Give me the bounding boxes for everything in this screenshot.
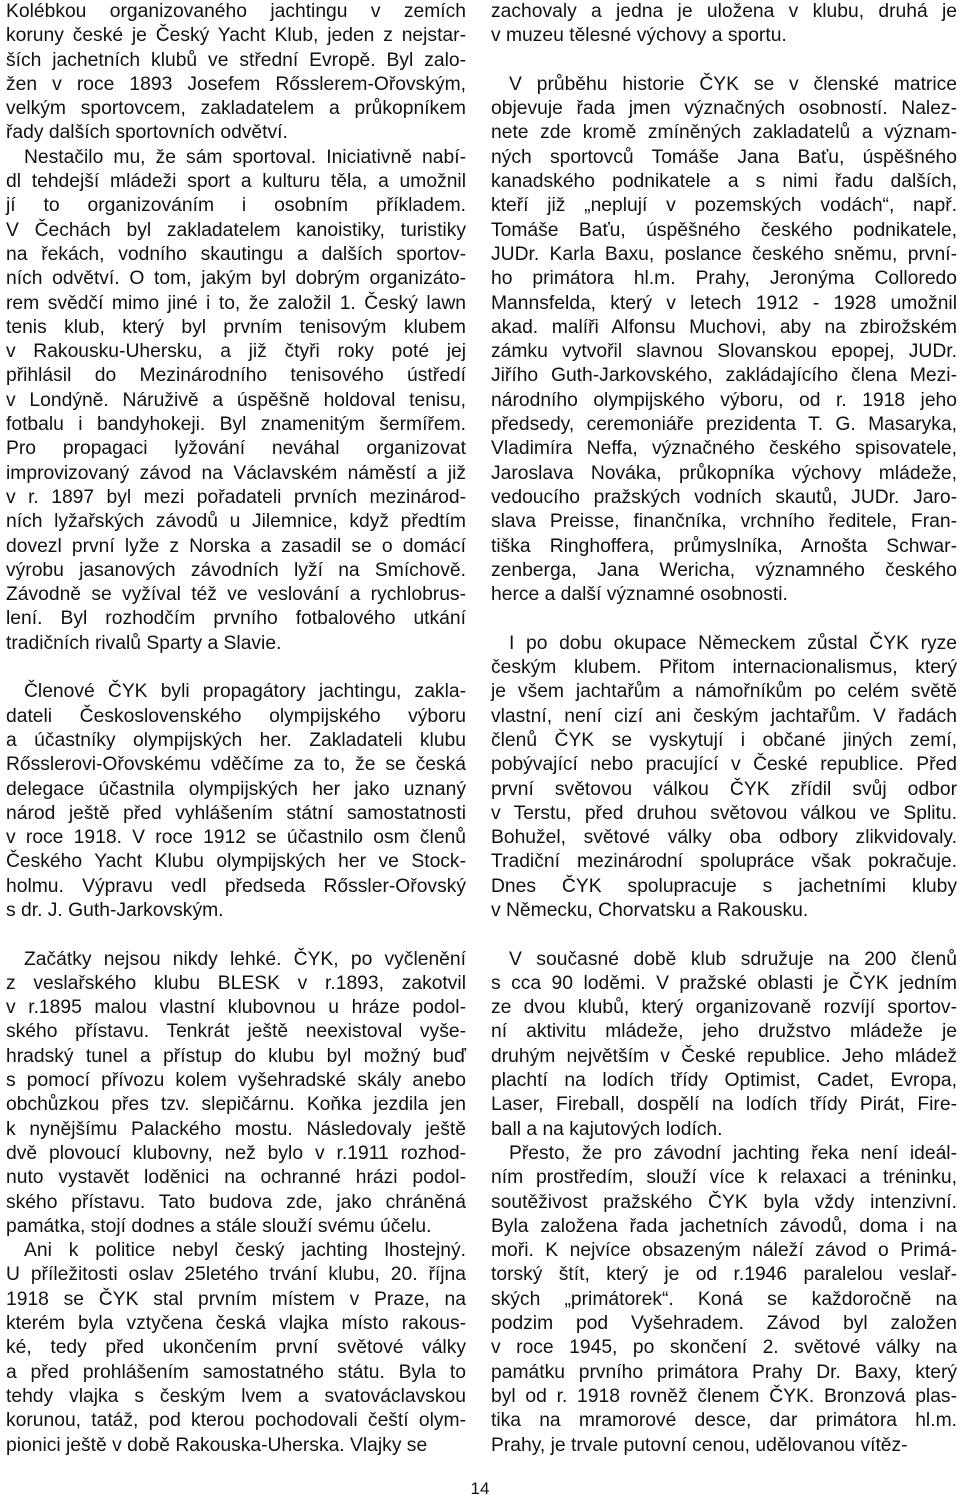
text-line: ké, tedy před ukončením první světové války — [6, 1337, 466, 1359]
text-line: torský štít, který je od r.1946 paralelou veslař- — [491, 1264, 957, 1286]
text-line: Začátky nejsou nikdy lehké. ČYK, po vyčlenění — [24, 948, 466, 970]
text-line: výrobu jasanových závodních lyží na Smíchově. — [6, 559, 466, 581]
text-line: Byla založena řada jachetních závodů, doma i na — [491, 1215, 957, 1237]
text-line: k nynějšímu Palackého mostu. Následovaly ještě — [6, 1118, 466, 1140]
paragraph — [6, 146, 466, 656]
text-line: národního olympijského výboru, od r. 1918 jeho — [491, 389, 957, 411]
text-line: Nestačilo mu, že sám sportoval. Iniciativně nabí- — [24, 146, 466, 168]
text-line: a před prohlášením samostatného státu. Byla to — [6, 1361, 466, 1383]
text-line: byl od r. 1918 rovněž členem ČYK. Bronzová plas- — [491, 1385, 957, 1407]
text-line: v Rakousku-Uhersku, a již čtyři roky poté jej — [6, 341, 466, 363]
text-line: Kolébkou organizovaného jachtingu v zemích — [6, 1, 466, 22]
text-line: na řekách, vodního skautingu a dalších sportov- — [6, 243, 466, 265]
text-line: v muzeu tělesné výchovy a sportu. — [491, 25, 787, 47]
text-line: v Německu, Chorvatsku a Rakousku. — [491, 899, 809, 921]
text-line: fotbalu i bandyhokeji. Byl znamenitým šermířem. — [6, 414, 466, 436]
paragraph — [6, 680, 466, 923]
text-line: s dr. J. Guth-Jarkovským. — [6, 899, 224, 921]
text-line: ho primátora hl.m. Prahy, Jeronýma Colloredo — [491, 268, 957, 290]
text-line: kterém byla vztyčena česká vlajka místo rakous- — [6, 1313, 466, 1335]
text-line: ze dvou klubů, který organizovaně rozvíjí sportov- — [491, 997, 957, 1019]
text-line: zámku vytvořil slavnou Slovanskou epopej, JUDr. — [491, 341, 957, 363]
paragraph — [491, 948, 957, 1142]
text-line: hradský tunel a přístup do klubu byl možný buď — [6, 1045, 466, 1067]
text-line: Ani k politice nebyl český jachting lhostejný. — [24, 1240, 466, 1262]
text-line: ných sportovců Tomáše Jana Baťu, úspěšného — [491, 146, 957, 168]
text-line: tika na mramorové desce, dar primátora hl.m. — [491, 1410, 957, 1432]
text-line: V současné době klub sdružuje na 200 členů — [509, 948, 957, 970]
text-line: Jaroslava Nováka, průkopníka výchovy mládeže, — [491, 462, 957, 484]
text-line: a účastníky olympijských her. Zakladateli klubu — [6, 729, 466, 751]
text-line: podzim pod Vyšehradem. Závod byl založen — [491, 1313, 957, 1335]
text-line: plachtí na lodích třídy Optimist, Cadet, Evropa, — [491, 1070, 957, 1092]
text-line: V průběhu historie ČYK se v členské matrice — [509, 73, 957, 95]
text-line: holmu. Výpravu vedl předseda Rőssler-Ořovský — [6, 875, 466, 897]
text-line: s cca 90 loděmi. V pražské oblasti je ČYK jedním — [491, 972, 957, 994]
text-line: dvě plovoucí klubovny, než bylo v r.1911 rozhod- — [6, 1142, 466, 1164]
text-line: žen v roce 1893 Josefem Rősslerem-Ořovským, — [6, 73, 466, 95]
text-line: dovezl první lyže z Norska a zasadil se o domácí — [6, 535, 466, 557]
text-line: zachovaly a jedna je uložena v klubu, druhá je — [491, 1, 957, 22]
text-line: objevuje řada jmen význačných osobností. Nalez- — [491, 98, 957, 120]
text-line: národ ještě před vyhlášením státní samostatnosti — [6, 802, 466, 824]
text-line: v roce 1945, po skončení 2. světové války na — [491, 1337, 957, 1359]
text-line: Prahy, je trvale putovní cenou, udělovanou vítěz- — [491, 1434, 908, 1456]
text-line: Bohužel, světové války oba odbory zlikvidovaly. — [491, 827, 957, 849]
text-line: členů ČYK se vyskytují i občané jiných zemí, — [491, 729, 957, 751]
paragraph-gap — [491, 923, 957, 947]
text-line: vlastní, není cizí ani českým jachtařům. V řadách — [491, 705, 957, 727]
paragraph-gap — [491, 49, 957, 73]
text-line: dl tehdejší mládeži sport a kulturu těla, a umožnil — [6, 171, 466, 193]
text-line: pobývající nebo pracující v České republice. Před — [491, 754, 957, 776]
text-line: ní aktivitu mládeže, jeho družstvo mládeže je — [491, 1021, 957, 1043]
text-line: delegace účastnila olympijských her jako uznaný — [6, 778, 466, 800]
text-line: Laser, Fireball, dospělí na lodích třídy Pirát, Fire- — [491, 1094, 957, 1116]
text-line: lení. Byl rozhodčím prvního fotbalového utkání — [6, 608, 466, 630]
text-line: z veslařského klubu BLESK v r.1893, zakotvil — [6, 972, 466, 994]
text-line: I po dobu okupace Německem zůstal ČYK ryze — [509, 632, 957, 654]
text-line: v r. 1897 byl mezi pořadateli prvních mezinárod- — [6, 486, 466, 508]
text-line: 1918 se ČYK stal prvním místem v Praze, na — [6, 1288, 466, 1310]
text-line: zenberga, Jana Wericha, významného českého — [491, 559, 957, 581]
text-line: ním prostředím, slouží více k relaxaci a tréninku, — [491, 1167, 957, 1189]
text-line: kteří již „neplují v pozemských vodách“, např. — [491, 195, 957, 217]
text-line: druhým největším v České republice. Jeho mládež — [491, 1045, 957, 1067]
text-line: JUDr. Karla Baxu, poslance českého sněmu, první- — [491, 243, 957, 265]
text-line: koruny české je Český Yacht Klub, jeden z nejstar- — [6, 25, 466, 47]
text-line: Tradiční mezinárodní spolupráce však pokračuje. — [491, 851, 957, 873]
text-line: herce a další významné osobnosti. — [491, 584, 788, 606]
paragraph — [491, 632, 957, 924]
paragraph-gap — [6, 656, 466, 680]
text-line: tradičních rivalů Sparty a Slavie. — [6, 632, 282, 654]
text-line: obchůzkou přes tzv. slepičárnu. Koňka jezdila jen — [6, 1094, 466, 1116]
text-line: Závodně se vyžíval též ve veslování a rychlobrus- — [6, 584, 466, 606]
text-line: ského přístavu. Tato budova zde, jako chráněná — [6, 1191, 466, 1213]
text-line: Tomáše Baťu, úspěšného českého podnikatele, — [491, 219, 957, 241]
text-line: první světovou válkou ČYK zřídil svůj odbor — [491, 778, 957, 800]
text-line: památka, stojí dodnes a stále slouží svému účelu. — [6, 1215, 432, 1237]
text-line: dateli Československého olympijského výboru — [6, 705, 466, 727]
paragraph — [491, 1142, 957, 1458]
text-line: korunou, tatáž, pod kterou pochodovali čeští olym- — [6, 1410, 466, 1432]
text-line: V Čechách byl zakladatelem kanoistiky, turistiky — [6, 219, 466, 241]
text-line: ských „primátorek“. Koná se každoročně na — [491, 1288, 957, 1310]
text-line: ball a na kajutových lodích. — [491, 1118, 723, 1140]
text-line: velkým sportovcem, zakladatelem a průkopníkem — [6, 98, 466, 120]
page-number: 14 — [470, 1479, 490, 1498]
text-line: ského přístavu. Tenkrát ještě neexistoval vyše- — [6, 1021, 466, 1043]
text-line: Jiřího Guth-Jarkovského, zakládajícího člena Mezi- — [491, 365, 957, 387]
paragraph — [6, 948, 466, 1240]
paragraph-gap — [491, 607, 957, 631]
paragraph — [491, 73, 957, 608]
text-line: tenis klub, který byl prvním tenisovým klubem — [6, 316, 466, 338]
text-line: tehdy vlajka s českým lvem a svatováclavskou — [6, 1385, 466, 1407]
text-line: s pomocí přívozu kolem vyšehradské skály anebo — [6, 1070, 466, 1092]
paragraph — [6, 1239, 466, 1458]
text-line: nuto vystavět loděnici na ochranné hrázi podol- — [6, 1167, 466, 1189]
text-line: Přesto, že pro závodní jachting řeka není ideál- — [509, 1142, 957, 1164]
text-line: památku prvního primátora Prahy Dr. Baxy, který — [491, 1361, 957, 1383]
paragraph — [491, 0, 957, 49]
text-line: Rősslerovi-Ořovskému vděčíme za to, že se česká — [6, 754, 466, 776]
text-line: Členové ČYK byli propagátory jachtingu, zakla- — [24, 681, 466, 703]
text-line: improvizovaný závod na Václavském náměstí a již — [6, 462, 466, 484]
text-line: Českého Yacht Klubu olympijských her ve Stock- — [6, 851, 466, 873]
text-line: Dnes ČYK spolupracuje s jachetními kluby — [491, 875, 957, 897]
text-line: Pro propagaci lyžování neváhal organizovat — [6, 438, 466, 460]
text-line: akad. malíři Alfonsu Muchovi, aby na zbirožském — [491, 316, 957, 338]
text-line: ších jachetních klubů ve střední Evropě. Byl zalo- — [6, 49, 466, 71]
text-line: Mannsfelda, který v letech 1912 - 1928 umožnil — [491, 292, 957, 314]
text-line: přihlásil do Mezinárodního tenisového ústředí — [6, 365, 466, 387]
text-line: nete zde kromě zmíněných zakladatelů a význam- — [491, 122, 957, 144]
text-line: jí to organizováním i osobním příkladem. — [6, 195, 466, 217]
text-line: je všem jachtařům a námořníkům po celém světě — [491, 681, 957, 703]
text-line: ních odvětví. O tom, jakým byl dobrým organizáto- — [6, 268, 466, 290]
text-line: předsedy, ceremoniáře prezidenta T. G. Masaryka, — [491, 414, 957, 436]
text-line: řady dalších sportovních odvětví. — [6, 122, 288, 144]
text-line: v Londýně. Náruživě a úspěšně holdoval tenisu, — [6, 389, 466, 411]
paragraph — [6, 0, 466, 146]
text-line: Vladimíra Neffa, význačného českého spisovatele, — [491, 438, 957, 460]
text-line: českým klubem. Přitom internacionalismus, který — [491, 657, 957, 679]
text-line: soutěživost pražského ČYK byla vždy intenzivní. — [491, 1191, 957, 1213]
text-line: kanadského podnikatele a s nimi řadu dalších, — [491, 171, 957, 193]
text-line: moři. K nejvíce obsazeným náleží závod o Primá- — [491, 1240, 957, 1262]
text-line: v Terstu, před druhou světovou válkou ve Splitu. — [491, 802, 957, 824]
text-line: v r.1895 malou vlastní klubovnou u hráze podol- — [6, 997, 466, 1019]
text-line: rem svědčí mimo jiné i to, že založil 1. Český lawn — [6, 292, 466, 314]
text-line: pionici ještě v době Rakouska-Uherska. Vlajky se — [6, 1434, 428, 1456]
text-line: tiška Ringhoffera, průmyslníka, Arnošta Schwar- — [491, 535, 957, 557]
text-line: U příležitosti oslav 25letého trvání klubu, 20. října — [6, 1264, 466, 1286]
text-line: ních lyžařských závodů u Jilemnice, když předtím — [6, 511, 466, 533]
text-line: vedoucího pražských vodních skautů, JUDr. Jaro- — [491, 486, 957, 508]
left-column — [6, 0, 466, 1458]
paragraph-gap — [6, 923, 466, 947]
text-line: slava Preisse, finančníka, vrchního ředitele, Fran- — [491, 511, 957, 533]
text-line: v roce 1918. V roce 1912 se účastnilo osm členů — [6, 827, 466, 849]
right-column — [491, 0, 957, 1458]
